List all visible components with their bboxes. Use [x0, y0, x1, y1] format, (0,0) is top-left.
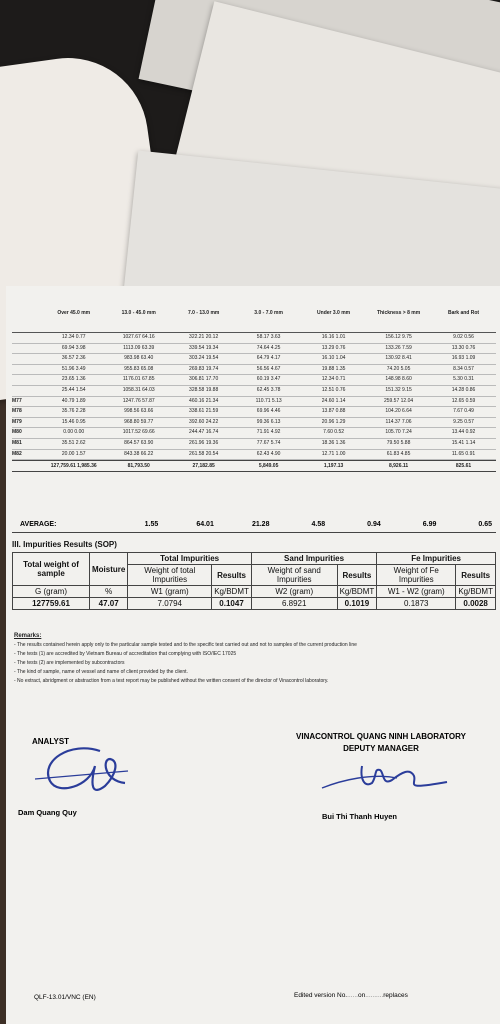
table-cell: 261.58 20.54: [189, 450, 219, 457]
unit-cell: Kg/BDMT: [456, 586, 496, 598]
table-cell: 79.50 5.88: [386, 439, 411, 446]
row-label: M80: [12, 429, 22, 436]
table-cell: 25.44 1.54: [61, 386, 86, 393]
table-cell: 114.37 7.06: [385, 418, 412, 425]
table-cell: 261.96 19.36: [189, 439, 219, 446]
header-cell: 7.0 - 13.0 mm: [187, 310, 220, 316]
table-cell: 16.93 1.09: [451, 355, 476, 362]
analyst-signature: [30, 741, 130, 801]
table-cell: 8.34 0.57: [453, 365, 474, 372]
value-cell: 127759.61: [13, 598, 90, 610]
table-cell: 62.45 3.78: [256, 386, 281, 393]
remarks: [14, 632, 492, 686]
table-cell: 69.96 4.46: [256, 408, 281, 415]
total-cell: 127,759.61 1,985.36: [50, 463, 97, 470]
row-label: [12, 344, 41, 354]
table-cell: 339.54 19.34: [189, 344, 219, 351]
header-cell: 3.0 - 7.0 mm: [254, 310, 283, 316]
table-cell: 105.70 7.24: [385, 429, 412, 436]
table-cell: 843.38 66.22: [124, 450, 154, 457]
value-cell: 0.1019: [337, 598, 377, 610]
results-table-totals: [12, 460, 496, 472]
table-cell: 7.60 0.52: [323, 429, 345, 436]
table-cell: 322.21 20.12: [189, 334, 219, 340]
dots: ......: [347, 992, 358, 999]
table-cell: 13.30 0.76: [451, 344, 476, 351]
average-cell: 0.94: [367, 521, 381, 528]
table-cell: 7.67 0.49: [453, 408, 474, 415]
table-cell: 23.65 1.36: [61, 376, 86, 383]
row-label: M79: [12, 418, 22, 425]
table-cell: 338.61 21.59: [189, 408, 219, 415]
table-cell: 35.76 2.28: [61, 408, 86, 415]
table-cell: 392.60 24.22: [189, 418, 219, 425]
remark-line: - The results contained herein apply only to the particular sample tested and to the specific test carried out and not to samples of the current production line: [14, 642, 357, 648]
value-cell: 47.07: [90, 598, 128, 610]
table-cell: 12.65 0.59: [451, 397, 476, 404]
table-row: [12, 354, 496, 365]
header-cell: Thickness > 8 mm: [376, 310, 421, 316]
table-cell: 20.96 1.29: [321, 418, 346, 425]
col-total-weight: Total weight of sample: [13, 553, 90, 586]
table-cell: 60.19 3.47: [256, 376, 281, 383]
table-cell: 998.56 63.66: [124, 408, 154, 415]
table-cell: 1058.31 64.03: [122, 386, 155, 393]
table-cell: 36.57 2.36: [61, 355, 86, 362]
table-cell: 244.47 16.74: [189, 429, 219, 436]
table-cell: 15.41 1.14: [451, 439, 476, 446]
row-label: [12, 386, 41, 396]
average-cell: 1.55: [144, 521, 159, 528]
table-cell: 99.36 6.13: [256, 418, 281, 425]
table-cell: 12.51 0.76: [321, 386, 346, 393]
remark-line: - The kind of sample, name of vessel and name of client provided by the client.: [14, 669, 188, 675]
table-cell: 5.30 0.31: [453, 376, 474, 383]
sub-results: Results: [337, 565, 377, 586]
average-cell: 21.28: [251, 521, 270, 528]
group-fe-impurities: Fe Impurities: [377, 553, 496, 565]
unit-cell: W1 - W2 (gram): [377, 586, 456, 598]
table-cell: 306.81 17.70: [189, 376, 219, 383]
table-row: [12, 407, 496, 418]
impurities-table: [12, 552, 496, 610]
table-cell: 148.98 8.60: [385, 376, 412, 383]
table-cell: 15.46 0.95: [61, 418, 86, 425]
row-label: [12, 365, 41, 375]
table-cell: 69.94 3.98: [61, 344, 86, 351]
table-cell: 12.34 0.71: [321, 376, 346, 383]
unit-cell: G (gram): [13, 586, 90, 598]
dots: ..........: [365, 992, 384, 999]
unit-cell: Kg/BDMT: [212, 586, 252, 598]
results-table-header: [12, 294, 496, 333]
table-cell: 1176.01 67.85: [122, 376, 155, 383]
table-cell: 104.20 6.64: [385, 408, 412, 415]
table-cell: 1113.09 63.39: [123, 344, 155, 351]
results-table: [12, 294, 496, 472]
table-row: [12, 397, 496, 408]
sub-weight-total: Weight of total Impurities: [128, 565, 212, 586]
value-cell: 0.1047: [212, 598, 252, 610]
results-table-body: [12, 333, 496, 460]
analyst-label: ANALYST: [32, 737, 70, 746]
remark-line: - The tests (2) are implemented by subcontractors: [14, 660, 125, 666]
total-cell: 5,849.05: [258, 463, 279, 470]
table-cell: 62.43 4.90: [256, 450, 281, 457]
remarks-title: Remarks:: [14, 633, 42, 639]
unit-cell: W1 (gram): [128, 586, 212, 598]
table-cell: 58.17 3.63: [256, 334, 281, 340]
value-cell: 7.0794: [128, 598, 212, 610]
table-cell: 16.16 1.01: [321, 334, 346, 340]
table-row: [12, 365, 496, 376]
table-cell: 77.67 5.74: [256, 439, 281, 446]
unit-cell: Kg/BDMT: [337, 586, 377, 598]
value-cell: 0.0028: [456, 598, 496, 610]
table-cell: 18.36 1.36: [321, 439, 346, 446]
table-row: [12, 439, 496, 450]
table-cell: 259.57 12.04: [383, 397, 414, 404]
table-cell: 151.32 9.15: [385, 386, 412, 393]
group-total-impurities: Total Impurities: [128, 553, 252, 565]
manager-signature: [302, 758, 452, 803]
on-label: on: [357, 992, 366, 999]
sub-results: Results: [212, 565, 252, 586]
row-label: [12, 333, 41, 343]
manager-name: Bui Thi Thanh Huyen: [322, 812, 397, 821]
row-label: M78: [12, 408, 22, 415]
table-cell: 9.02 0.56: [453, 334, 474, 340]
total-cell: 825.61: [455, 463, 472, 470]
table-row: [12, 418, 496, 429]
sub-weight-sand: Weight of sand Impurities: [251, 565, 337, 586]
table-cell: 40.79 1.89: [61, 397, 86, 404]
unit-cell: W2 (gram): [251, 586, 337, 598]
analyst-name: Dam Quang Quy: [18, 808, 77, 817]
table-cell: 303.24 19.54: [189, 355, 219, 362]
average-label: AVERAGE:: [20, 521, 57, 528]
table-cell: 156.12 9.75: [385, 334, 412, 340]
table-cell: 1027.67 64.16: [122, 334, 155, 340]
row-label: M82: [12, 450, 22, 457]
laboratory-name: VINACONTROL QUANG NINH LABORATORY: [296, 732, 466, 741]
manager-title: DEPUTY MANAGER: [343, 744, 419, 753]
table-cell: 74.20 5.05: [386, 365, 411, 372]
edited-label: Edited version No.: [294, 992, 348, 999]
table-cell: 0.00 0.00: [63, 429, 85, 436]
table-cell: 133.26 7.59: [385, 344, 412, 351]
total-cell: 27,182.85: [192, 463, 215, 470]
col-moisture: Moisture: [90, 553, 128, 586]
row-label: [12, 375, 41, 385]
table-cell: 460.16 21.34: [189, 397, 219, 404]
table-cell: 13.29 0.76: [321, 344, 346, 351]
header-cell: Over 45.0 mm: [57, 310, 91, 316]
total-cell: 1,197.13: [323, 463, 344, 470]
section-title: III. Impurities Results (SOP): [12, 540, 117, 549]
table-cell: 56.56 4.67: [256, 365, 281, 372]
unit-cell: %: [90, 586, 128, 598]
table-row: [12, 428, 496, 439]
table-cell: 12.71 1.00: [321, 450, 346, 457]
table-cell: 74.64 4.25: [256, 344, 281, 351]
table-row: [12, 375, 496, 386]
table-cell: 968.80 59.77: [124, 418, 154, 425]
table-cell: 35.51 2.62: [61, 439, 86, 446]
table-row: [12, 386, 496, 397]
table-row: [12, 333, 496, 344]
header-cell: Under 3.0 mm: [317, 310, 351, 316]
average-cell: 6.99: [422, 521, 437, 528]
header-cell: Bark and Rot: [447, 310, 480, 316]
table-cell: 71.91 4.92: [256, 429, 281, 436]
table-cell: 955.83 65.08: [124, 365, 154, 372]
edited-version: [294, 992, 408, 999]
table-cell: 1017.52 69.66: [122, 429, 155, 436]
header-cell: [12, 294, 41, 332]
sub-weight-fe: Weight of Fe Impurities: [377, 565, 456, 586]
table-cell: 130.92 8.41: [385, 355, 412, 362]
totals-label: [12, 461, 41, 471]
table-cell: 24.60 1.14: [321, 397, 346, 404]
row-label: [12, 354, 41, 364]
form-code: QLF-13.01/VNC (EN): [34, 994, 96, 1001]
table-cell: 19.88 1.35: [321, 365, 346, 372]
report-sheet: [6, 286, 500, 1024]
average-cell: 0.65: [478, 521, 492, 528]
table-cell: 13.44 0.92: [451, 429, 476, 436]
table-cell: 983.98 63.40: [124, 355, 154, 362]
value-cell: 0.1873: [377, 598, 456, 610]
table-row: [12, 450, 496, 461]
table-cell: 864.57 63.90: [124, 439, 154, 446]
table-cell: 12.34 0.77: [61, 334, 86, 340]
table-cell: 1247.76 57.87: [122, 397, 155, 404]
average-cell: 4.58: [311, 521, 326, 528]
table-cell: 110.71 5.13: [255, 397, 282, 404]
laboratory-title: [274, 731, 488, 755]
group-sand-impurities: Sand Impurities: [251, 553, 376, 565]
header-cell: 13.0 - 45.0 mm: [121, 310, 156, 316]
average-cell: 64.01: [196, 521, 214, 528]
table-cell: 51.96 3.49: [61, 365, 86, 372]
table-cell: 11.65 0.91: [451, 450, 476, 457]
replaces-label: replaces: [383, 992, 408, 999]
table-cell: 61.83 4.85: [386, 450, 411, 457]
remark-line: - No extract, abridgment or abstraction from a test report may be published without the written consent of the director of Vinacontrol laboratory.: [14, 678, 329, 684]
average-row: [12, 518, 496, 533]
table-cell: 328.58 19.88: [189, 386, 219, 393]
table-cell: 64.79 4.17: [256, 355, 281, 362]
sub-results: Results: [456, 565, 496, 586]
row-label: M81: [12, 439, 22, 446]
total-cell: 8,926.11: [388, 463, 409, 470]
value-cell: 6.8921: [251, 598, 337, 610]
row-label: M77: [12, 397, 22, 404]
total-cell: 81,793.50: [127, 463, 150, 470]
table-cell: 9.25 0.57: [453, 418, 474, 425]
table-cell: 16.10 1.04: [321, 355, 346, 362]
table-cell: 14.28 0.86: [451, 386, 476, 393]
table-cell: 269.83 19.74: [189, 365, 219, 372]
remark-line: - The tests (1) are accredited by Vietnam Bureau of accreditation that complying with ISO/IEC 17025: [14, 651, 237, 657]
table-cell: 13.87 0.88: [321, 408, 346, 415]
table-cell: 20.00 1.57: [61, 450, 86, 457]
table-row: [12, 344, 496, 355]
